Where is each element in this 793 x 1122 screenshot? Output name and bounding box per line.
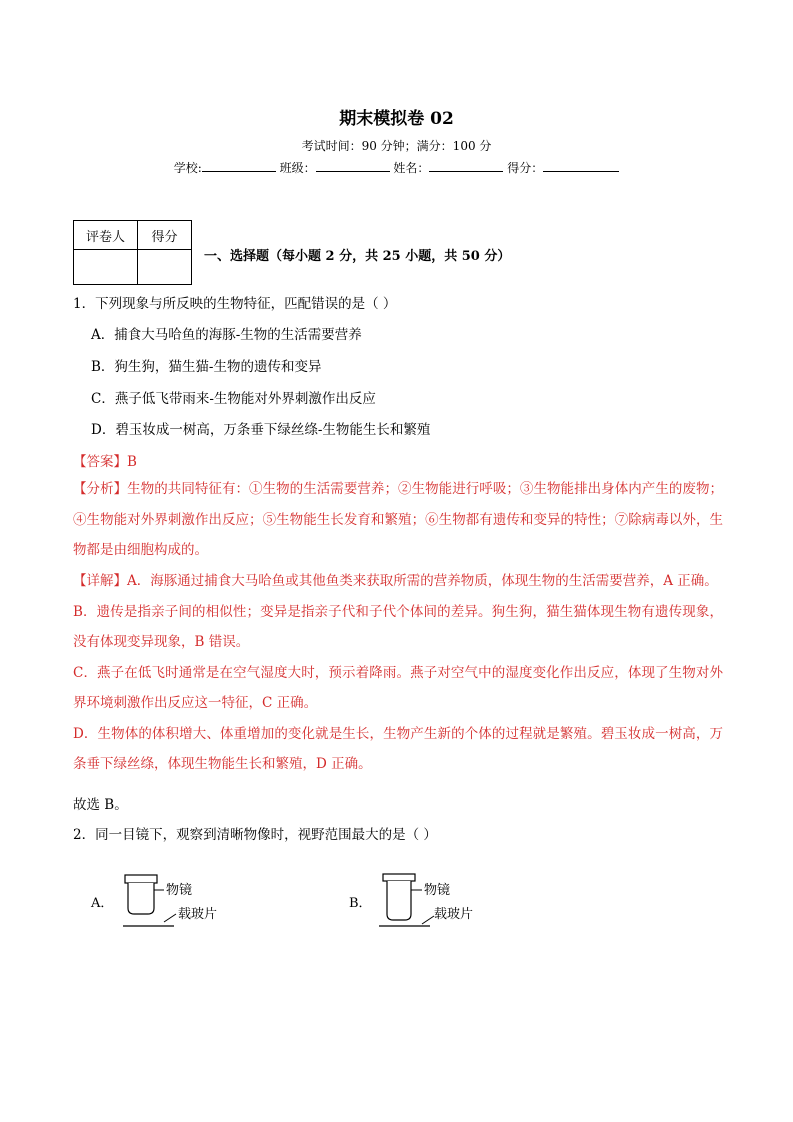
school-blank[interactable]: [202, 159, 276, 172]
question-1-analysis: 【分析】生物的共同特征有：①生物的生活需要营养；②生物能进行呼吸；③生物能排出身体内产生的废物；④生物能对外界刺激作出反应；⑤生物能生长发育和繁殖；⑥生物都有遗传和变异的特性；⑦除病毒以外，生物都是由细胞构成的。: [73, 481, 723, 558]
section-title: 一、选择题（每小题 2 分，共 25 小题，共 50 分）: [204, 249, 511, 264]
question-2-option-b: B．: [349, 896, 372, 911]
score-table: [73, 220, 192, 285]
question-1-option-a: A．捕食大马哈鱼的海豚-生物的生活需要营养: [91, 327, 362, 343]
class-blank[interactable]: [316, 159, 390, 172]
student-info-line: [0, 159, 793, 176]
question-2-stem: 2．同一目镜下，观察到清晰物像时，视野范围最大的是（ ）: [73, 827, 437, 843]
question-1-conclusion: 故选 B。: [73, 797, 128, 813]
score-blank[interactable]: [543, 159, 619, 172]
detail-a: 【详解】A．海豚通过捕食大马哈鱼或其他鱼类来获取所需的营养物质，体现生物的生活需要营养，A 正确。: [73, 573, 718, 589]
school-label: 学校:: [173, 161, 202, 175]
question-1-stem: 1．下列现象与所反映的生物特征，匹配错误的是（ ）: [73, 296, 397, 312]
objective-diagram-b: [376, 870, 516, 930]
slide-label-a: 载玻片: [178, 907, 218, 922]
score-label: 得分：: [507, 161, 544, 175]
page-title: 期末模拟卷 02: [339, 109, 454, 129]
score-cell[interactable]: [138, 250, 192, 285]
question-1-option-d: D．碧玉妆成一树高，万条垂下绿丝绦-生物能生长和繁殖: [91, 422, 431, 438]
question-1-answer: 【答案】B: [73, 454, 137, 470]
name-label: 姓名：: [393, 161, 430, 175]
slide-label-b: 载玻片: [434, 907, 474, 922]
grader-cell[interactable]: [74, 250, 138, 285]
detail-b: B．遗传是指亲子间的相似性；变异是指亲子代和子代个体间的差异。狗生狗，猫生猫体现生物有遗传现象，没有体现变异现象，B 错误。: [73, 603, 723, 650]
question-1-option-c: C．燕子低飞带雨来-生物能对外界刺激作出反应: [91, 391, 376, 407]
question-2-option-a: A．: [91, 896, 114, 911]
detail-d: D．生物体的体积增大、体重增加的变化就是生长，生物产生新的个体的过程就是繁殖。碧玉妆成一树高，万条垂下绿丝绦，体现生物能生长和繁殖，D 正确。: [73, 725, 723, 772]
name-blank[interactable]: [429, 159, 503, 172]
class-label: 班级：: [279, 161, 316, 175]
detail-c: C．燕子在低飞时通常是在空气湿度大时，预示着降雨。燕子对空气中的湿度变化作出反应，体现了生物对外界环境刺激作出反应这一特征，C 正确。: [73, 664, 723, 711]
grader-header: 评卷人: [74, 221, 138, 250]
question-1-option-b: B．狗生狗，猫生猫-生物的遗传和变异: [91, 359, 322, 375]
objective-label-b: 物镜: [424, 883, 451, 898]
question-1-detail: [73, 566, 723, 780]
objective-diagram-a: [118, 870, 258, 930]
score-header: 得分: [138, 221, 192, 250]
objective-label-a: 物镜: [166, 883, 193, 898]
exam-info: 考试时间：90 分钟；满分：100 分: [301, 139, 492, 153]
